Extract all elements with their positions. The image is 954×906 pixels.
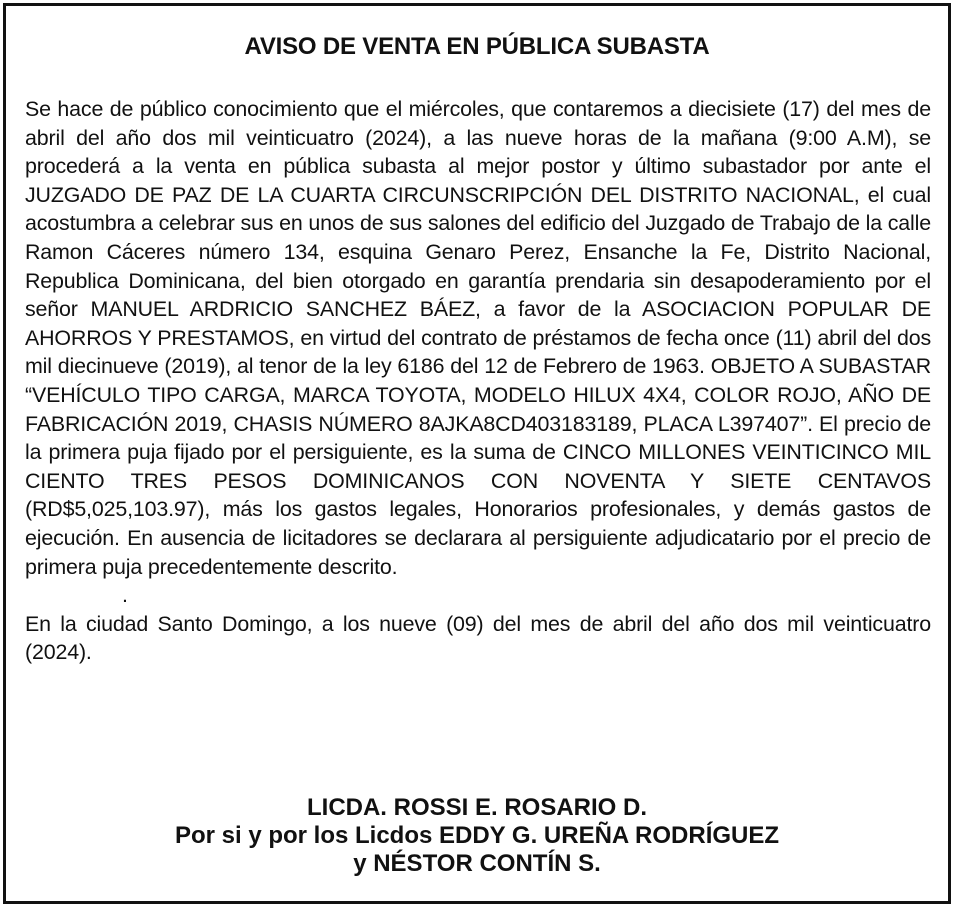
notice-paragraph-main: Se hace de público conocimiento que el miércoles, que contaremos a diecisiete (17) del mes de abril del año dos mil veinticuatro (2024), a las nueve horas de la mañana (9:00 A.M), se procederá a la venta en pública subasta al mejor postor y último subastador por ante el JUZGADO DE PAZ DE LA CUARTA CIRCUNSCRIPCIÓN DEL DISTRITO NACIONAL, el cual acostumbra a celebrar sus en unos de sus salones del edificio del Juzgado de Trabajo de la calle Ramon Cáceres número 134, esquina Genaro Perez, Ensanche la Fe, Distrito Nacional, Republica Dominicana, del bien otorgado en garantía prendaria sin desapoderamiento por el señor MANUEL ARDRICIO SANCHEZ BÁEZ, a favor de la ASOCIACION POPULAR DE AHORROS Y PRESTAMOS, en virtud del contrato de préstamos de fecha once (11) abril del dos mil diecinueve (2019), al tenor de la ley 6186 del 12 de Febrero de 1963. OBJETO A SUBASTAR “VEHÍCULO TIPO CARGA, MARCA TOYOTA, MODELO HILUX 4X4, COLOR ROJO, AÑO DE FABRICACIÓN 2019, CHASIS NÚMERO 8AJKA8CD403183189, PLACA L397407”. El precio de la primera puja fijado por el persiguiente, es la suma de CINCO MILLONES VEINTICINCO MIL CIENTO TRES PESOS DOMINICANOS CON NOVENTA Y SIETE CENTAVOS (RD$5,025,103.97), más los gastos legales, Honorarios profesionales, y demás gastos de ejecución. En ausencia de licitadores se declarara al persiguiente adjudicatario por el precio de primera puja precedentemente descrito. [25, 97, 931, 579]
signature-line-2: Por si y por los Licdos EDDY G. UREÑA RODRÍGUEZ [174, 822, 780, 849]
notice-title: AVISO DE VENTA EN PÚBLICA SUBASTA [244, 33, 710, 60]
notice-body [25, 95, 931, 667]
signature-block [6, 794, 948, 878]
notice-separator-dot: . [122, 583, 128, 608]
signature-line-3: y NÉSTOR CONTÍN S. [353, 850, 601, 877]
notice-paragraph-date: En la ciudad Santo Domingo, a los nueve (09) del mes de abril del año dos mil veinticuatro (2024). [25, 611, 931, 665]
signature-line-1: LICDA. ROSSI E. ROSARIO D. [306, 794, 648, 821]
legal-notice-box [3, 3, 951, 904]
